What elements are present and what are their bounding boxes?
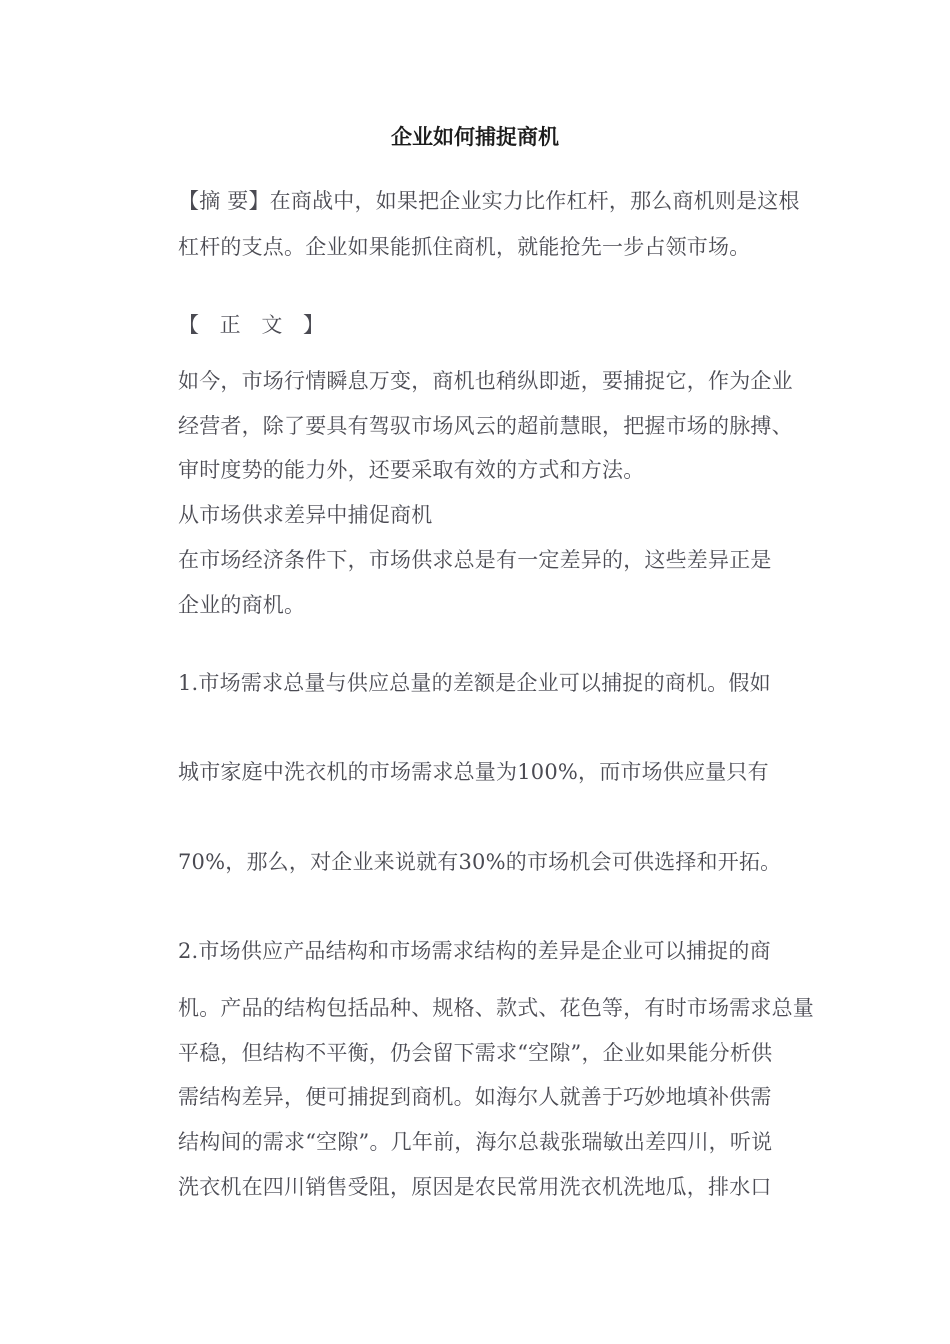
intro-line-1: 如今，市场行情瞬息万变，商机也稍纵即逝，要捕捉它，作为企业 bbox=[178, 369, 793, 393]
point2-line-5: 结构间的需求“空隙”。几年前，海尔总裁张瑞敏出差四川，听说 bbox=[178, 1130, 773, 1154]
point2-line-2: 机。产品的结构包括品种、规格、款式、花色等，有时市场需求总量 bbox=[178, 996, 814, 1020]
section-intro-line-1: 在市场经济条件下，市场供求总是有一定差异的，这些差异正是 bbox=[178, 548, 772, 572]
point2-line-4: 需结构差异，便可捕捉到商机。如海尔人就善于巧妙地填补供需 bbox=[178, 1085, 772, 1109]
section-intro-line-2: 企业的商机。 bbox=[178, 593, 306, 617]
abstract-line-2: 杠杆的支点。企业如果能抓住商机，就能抢先一步占领市场。 bbox=[178, 235, 751, 259]
point1-line-2: 城市家庭中洗衣机的市场需求总量为100%，而市场供应量只有 bbox=[178, 760, 769, 784]
point1-line-3: 70%，那么，对企业来说就有30%的市场机会可供选择和开拓。 bbox=[178, 850, 782, 874]
abstract-line-1: 【摘 要】在商战中，如果把企业实力比作杠杆，那么商机则是这根 bbox=[178, 189, 800, 213]
point1-line-1: 1.市场需求总量与供应总量的差额是企业可以捕捉的商机。假如 bbox=[178, 671, 771, 695]
point2-line-6: 洗衣机在四川销售受阻，原因是农民常用洗衣机洗地瓜，排水口 bbox=[178, 1175, 772, 1199]
intro-line-2: 经营者，除了要具有驾驭市场风云的超前慧眼，把握市场的脉搏、 bbox=[178, 414, 793, 438]
section-heading: 从市场供求差异中捕促商机 bbox=[178, 503, 433, 527]
document-title: 企业如何捕捉商机 bbox=[391, 125, 559, 149]
body-heading: 【 正 文 】 bbox=[178, 313, 332, 337]
point2-line-1: 2.市场供应产品结构和市场需求结构的差异是企业可以捕捉的商 bbox=[178, 939, 771, 963]
intro-line-3: 审时度势的能力外，还要采取有效的方式和方法。 bbox=[178, 458, 645, 482]
point2-line-3: 平稳，但结构不平衡，仍会留下需求“空隙”，企业如果能分析供 bbox=[178, 1041, 773, 1065]
